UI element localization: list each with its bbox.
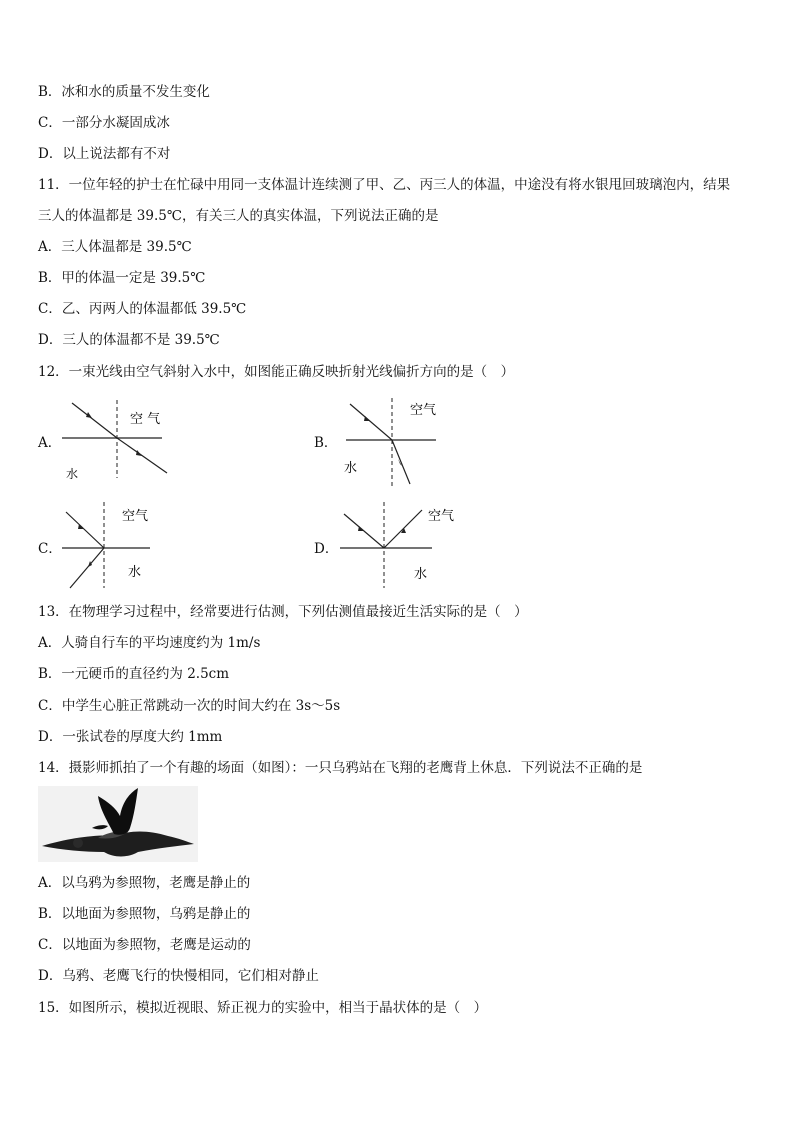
q10-option-d: D．以上说法都有不对 [38,146,171,162]
q12-figure-b [338,396,448,491]
q12-fig-c-water: 水 [128,565,142,580]
q15-stem: 15．如图所示，模拟近视眼、矫正视力的实验中，相当于晶状体的是（ ） [38,1000,488,1016]
q12-fig-c-label: C． [38,541,62,557]
q13-option-c: C．中学生心脏正常跳动一次的时间大约在 3s～5s [38,698,341,714]
q14-option-d: D．乌鸦、老鹰飞行的快慢相同，它们相对静止 [38,968,319,984]
q14-option-b: B．以地面为参照物，乌鸦是静止的 [38,906,251,922]
q12-fig-d-water: 水 [414,567,428,582]
q11-stem-line1: 11．一位年轻的护士在忙碌中用同一支体温计连续测了甲、乙、丙三人的体温，中途没有将水银甩回玻璃泡内，结果 [38,177,731,193]
q13-option-b: B．一元硬币的直径约为 2.5cm [38,666,230,682]
q13-option-d: D．一张试卷的厚度大约 1mm [38,729,223,745]
q11-option-c: C．乙、丙两人的体温都低 39.5℃ [38,301,247,317]
q11-option-b: B．甲的体温一定是 39.5℃ [38,270,206,286]
q12-fig-b-label: B． [314,435,338,451]
q11-option-a: A．三人体温都是 39.5℃ [38,239,192,255]
crow-eagle-photo [38,786,198,862]
q12-figure-a [62,398,172,483]
q14-stem: 14．摄影师抓拍了一个有趣的场面（如图）：一只乌鸦站在飞翔的老鹰背上休息．下列说法不正确的是 [38,760,643,776]
q12-fig-b-air: 空气 [410,403,437,418]
q12-fig-b-water: 水 [344,461,358,476]
q10-option-b: B．冰和水的质量不发生变化 [38,84,210,100]
q14-option-a: A．以乌鸦为参照物，老鹰是静止的 [38,875,251,891]
q12-fig-c-air: 空气 [122,509,149,524]
q11-option-d: D．三人的体温都不是 39.5℃ [38,332,220,348]
q12-fig-a-label: A． [38,435,62,451]
q11-stem-line2: 三人的体温都是 39.5℃，有关三人的真实体温，下列说法正确的是 [38,208,439,224]
q14-option-c: C．以地面为参照物，老鹰是运动的 [38,937,251,953]
q13-stem: 13．在物理学习过程中，经常要进行估测，下列估测值最接近生活实际的是（ ） [38,604,528,620]
q13-option-a: A．人骑自行车的平均速度约为 1m/s [38,635,261,651]
q12-stem: 12．一束光线由空气斜射入水中，如图能正确反映折射光线偏折方向的是（ ） [38,364,515,380]
q12-figure-c [60,500,170,592]
q12-fig-d-label: D． [314,541,339,557]
q10-option-c: C．一部分水凝固成冰 [38,115,170,131]
q12-fig-a-water: 水 [66,467,79,481]
q12-figure-d [338,500,468,592]
q12-fig-a-air: 空 气 [130,412,161,427]
q12-fig-d-air: 空气 [428,509,455,524]
